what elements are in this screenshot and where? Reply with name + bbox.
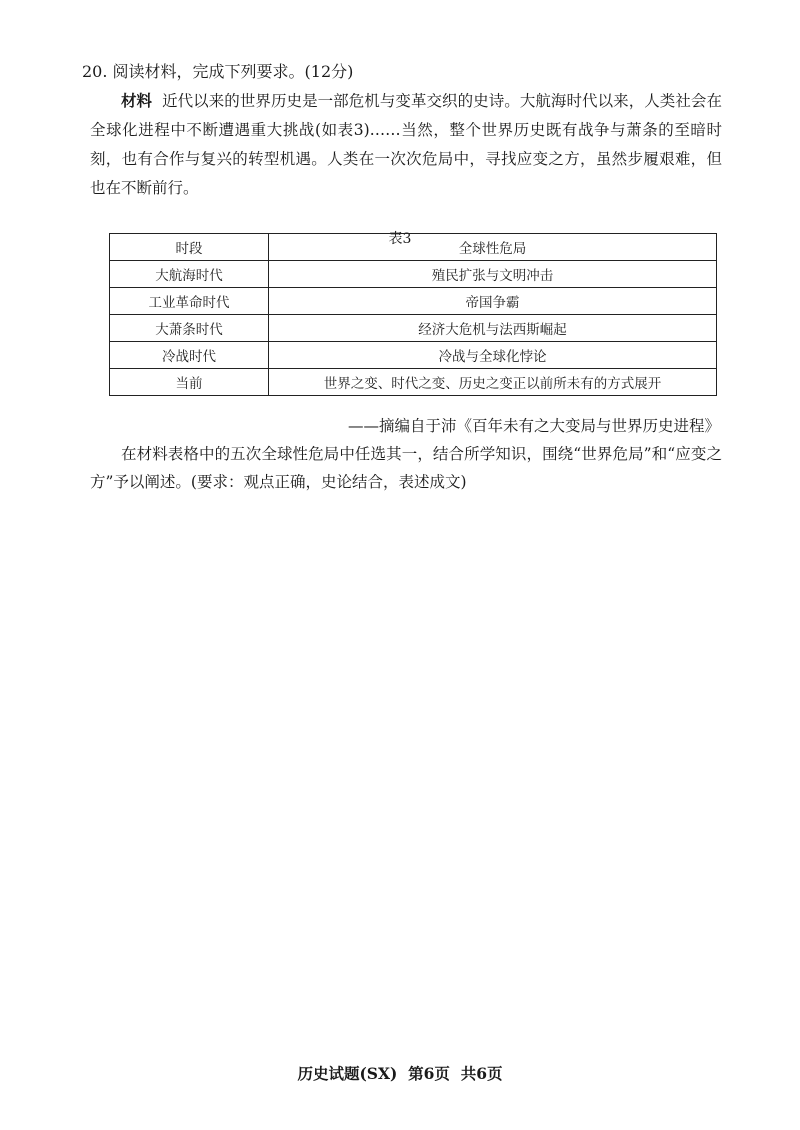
crisis-table	[109, 233, 717, 396]
table-cell-crisis: 帝国争霸	[269, 288, 717, 315]
table-cell-period: 大萧条时代	[110, 315, 269, 342]
table-cell-crisis: 冷战与全球化悖论	[269, 342, 717, 369]
table-cell-period: 当前	[110, 369, 269, 396]
page-footer: 历史试题(SX) 第6页 共6页	[297, 1064, 503, 1083]
table-row	[110, 342, 717, 369]
table-cell-period: 冷战时代	[110, 342, 269, 369]
material-paragraph	[90, 86, 722, 203]
table-row	[110, 288, 717, 315]
table-header-row	[110, 234, 717, 261]
table-cell-crisis: 殖民扩张与文明冲击	[269, 261, 717, 288]
table-header-period: 时段	[110, 234, 269, 261]
task-prompt: 在材料表格中的五次全球性危局中任选其一，结合所学知识，围绕“世界危局”和“应变之方”予以阐述。(要求：观点正确，史论结合，表述成文)	[90, 445, 722, 491]
material-text: 近代以来的世界历史是一部危机与变革交织的史诗。大航海时代以来，人类社会在全球化进程中不断遭遇重大挑战(如表3)……当然，整个世界历史既有战争与萧条的至暗时刻，也有合作与复兴的转型机遇。人类在一次次危局中，寻找应变之方，虽然步履艰难，但也在不断前行。	[90, 92, 722, 197]
material-label: 材料	[121, 91, 153, 110]
question-header: 20. 阅读材料，完成下列要求。(12分)	[82, 62, 354, 81]
table-header-crisis: 全球性危局	[269, 234, 717, 261]
table-cell-crisis: 经济大危机与法西斯崛起	[269, 315, 717, 342]
table-cell-period: 工业革命时代	[110, 288, 269, 315]
table-row	[110, 315, 717, 342]
table-row	[110, 261, 717, 288]
table-cell-crisis: 世界之变、时代之变、历史之变正以前所未有的方式展开	[269, 369, 717, 396]
table-title: 表3	[388, 231, 412, 247]
table-cell-period: 大航海时代	[110, 261, 269, 288]
table-row	[110, 369, 717, 396]
source-citation: ——摘编自于沛《百年未有之大变局与世界历史进程》	[347, 417, 720, 435]
